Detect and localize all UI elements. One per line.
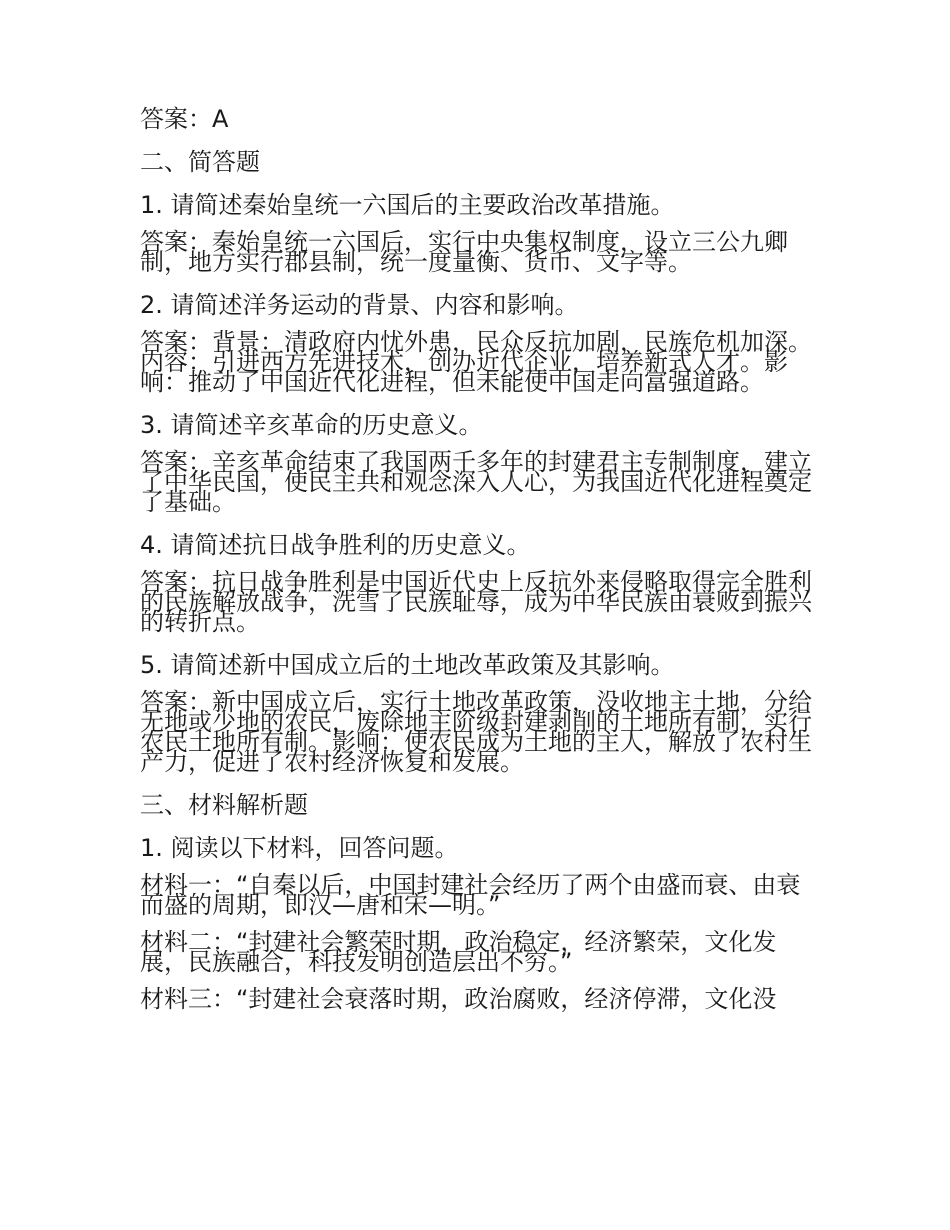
section-heading-material-analysis: 三、材料解析题 xyxy=(140,791,308,819)
document-page xyxy=(140,103,812,1026)
section-heading-short-answer: 二、简答题 xyxy=(140,148,260,176)
question-2: 2. 请简述洋务运动的背景、内容和影响。 xyxy=(140,291,579,319)
material-1: 材料一：“自秦以后，中国封建社会经历了两个由盛而衰、由衰而盛的周期，即汉—唐和宋—明。” xyxy=(140,871,801,919)
answer-line: 答案：A xyxy=(140,105,229,133)
material-3: 材料三：“封建社会衰落时期，政治腐败，经济停滞，文化没 xyxy=(140,985,777,1013)
answer-4: 答案：抗日战争胜利是中国近代史上反抗外来侵略取得完全胜利的民族解放战争，洗雪了民族耻辱，成为中华民族由衰败到振兴的转折点。 xyxy=(140,568,812,636)
question-1: 1. 请简述秦始皇统一六国后的主要政治改革措施。 xyxy=(140,191,675,219)
answer-5: 答案：新中国成立后，实行土地改革政策，没收地主土地，分给无地或少地的农民，废除地主阶级封建剥削的土地所有制，实行农民土地所有制。影响：使农民成为土地的主人，解放了农村生产力，促进了农村经济恢复和发展。 xyxy=(140,688,812,776)
material-2: 材料二：“封建社会繁荣时期，政治稳定，经济繁荣，文化发展，民族融合，科技发明创造层出不穷。” xyxy=(140,928,777,976)
answer-2: 答案：背景：清政府内忧外患，民众反抗加剧，民族危机加深。内容：引进西方先进技术，创办近代企业，培养新式人才。影响：推动了中国近代化进程，但未能使中国走向富强道路。 xyxy=(140,328,812,396)
question-3: 3. 请简述辛亥革命的历史意义。 xyxy=(140,411,483,439)
question-5: 5. 请简述新中国成立后的土地改革政策及其影响。 xyxy=(140,651,675,679)
question-4: 4. 请简述抗日战争胜利的历史意义。 xyxy=(140,531,531,559)
answer-1: 答案：秦始皇统一六国后，实行中央集权制度，设立三公九卿制，地方实行郡县制，统一度量衡、货币、文字等。 xyxy=(140,228,788,276)
material-question-1: 1. 阅读以下材料，回答问题。 xyxy=(140,834,459,862)
answer-3: 答案：辛亥革命结束了我国两千多年的封建君主专制制度，建立了中华民国，使民主共和观念深入人心，为我国近代化进程奠定了基础。 xyxy=(140,448,812,516)
